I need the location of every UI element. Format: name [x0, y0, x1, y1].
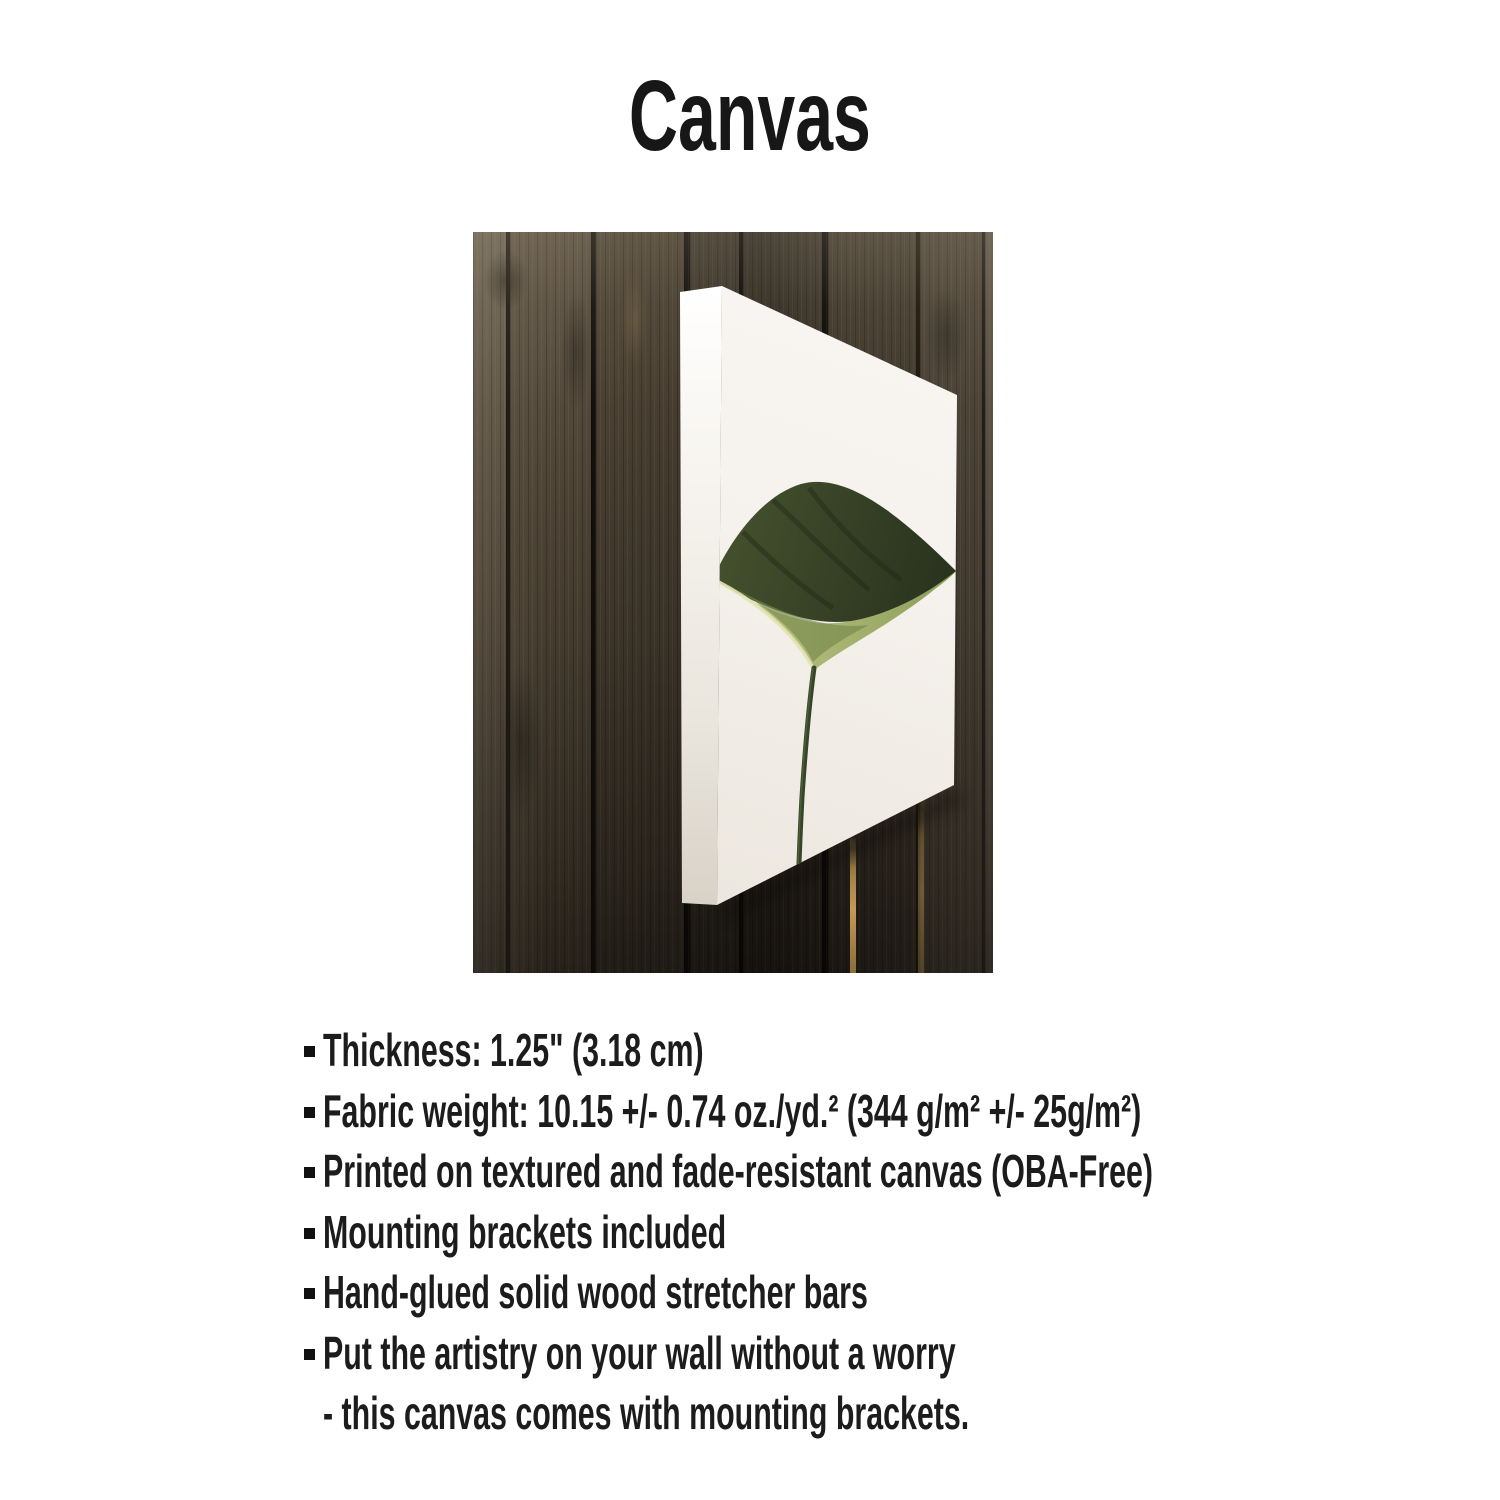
product-photo — [473, 232, 993, 973]
bullet-square — [304, 1349, 315, 1360]
bullet-square — [304, 1228, 315, 1239]
leaf-stem — [798, 668, 814, 894]
bullet-square — [304, 1288, 315, 1299]
spec-item-stretcher-bars: Hand-glued solid wood stretcher bars — [304, 1264, 1500, 1325]
bullet-square — [304, 1046, 315, 1057]
bullet-square — [304, 1167, 315, 1178]
spec-list — [304, 1022, 1500, 1446]
spec-item-artistry-continuation: - this canvas comes with mounting brackets. — [323, 1387, 970, 1439]
spec-item-printed-canvas: Printed on textured and fade-resistant canvas (OBA-Free) — [304, 1143, 1500, 1204]
page-title-text: Canvas — [629, 60, 871, 172]
leaf-artwork — [473, 232, 993, 973]
bullet-square — [304, 1107, 315, 1118]
spec-item-thickness: Thickness: 1.25" (3.18 cm) — [304, 1022, 1500, 1083]
spec-item-mounting-brackets: Mounting brackets included — [304, 1204, 1500, 1265]
page-title — [0, 60, 1500, 172]
spec-item-fabric-weight: Fabric weight: 10.15 +/- 0.74 oz./yd.² (344 g/m² +/- 25g/m²) — [304, 1083, 1500, 1144]
spec-item-artistry: Put the artistry on your wall without a worry — [304, 1325, 1500, 1386]
